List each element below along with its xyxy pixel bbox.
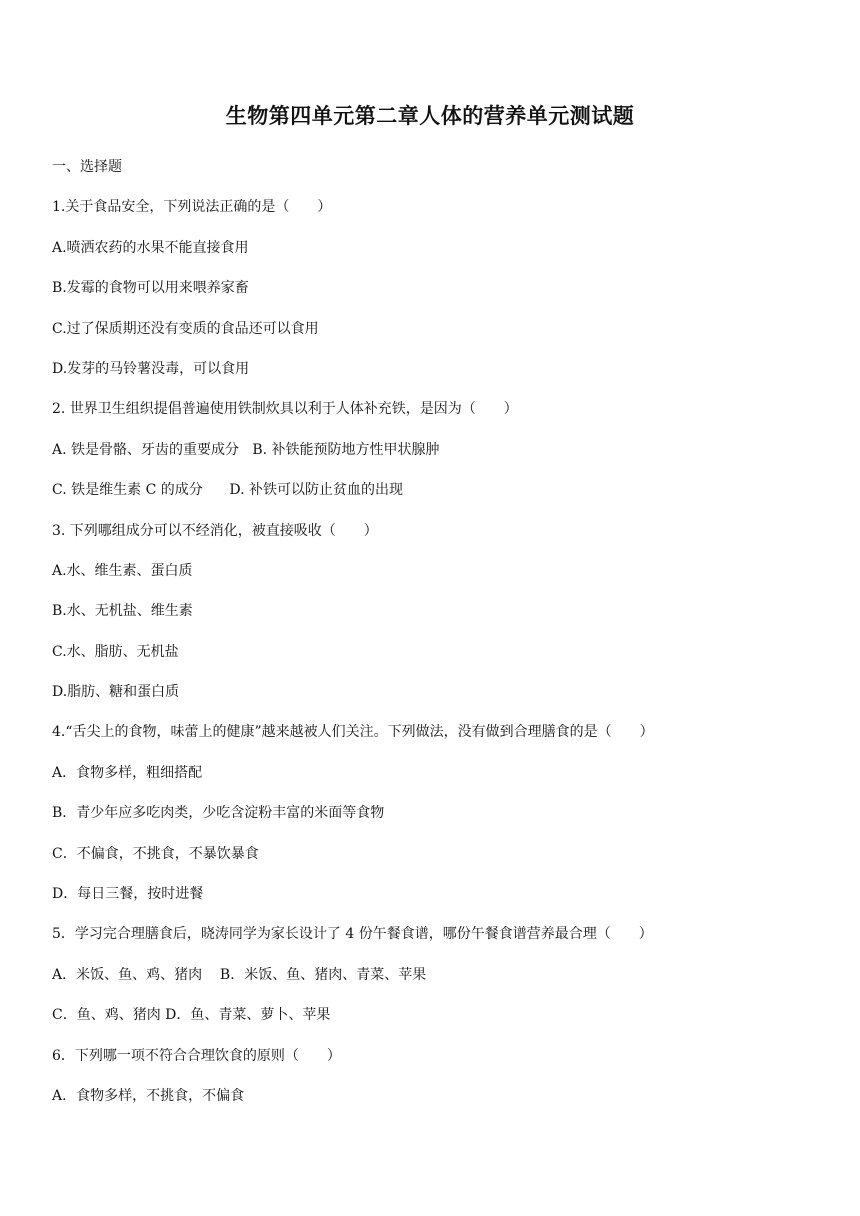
question-3-option-b: B.水、无机盐、维生素 [52,603,193,620]
question-3-option-a: A.水、维生素、蛋白质 [52,562,193,579]
question-2-stem: 2. 世界卫生组织提倡普遍使用铁制炊具以利于人体补充铁，是因为（ ） [52,401,518,418]
question-5-options-cd: C．鱼、鸡、猪肉 D．鱼、青菜、萝卜、苹果 [52,1007,331,1024]
question-1-option-a: A.喷洒农药的水果不能直接食用 [52,239,249,256]
question-3-stem: 3. 下列哪组成分可以不经消化，被直接吸收（ ） [52,522,378,539]
question-3-option-d: D.脂肪、糖和蛋白质 [52,684,180,701]
question-6-stem: 6．下列哪一项不符合合理饮食的原则（ ） [52,1047,341,1064]
question-1-option-c: C.过了保质期还没有变质的食品还可以食用 [52,320,319,337]
question-4-option-a: A．食物多样，粗细搭配 [52,764,203,781]
question-1-option-b: B.发霉的食物可以用来喂养家畜 [52,280,249,297]
question-1-option-d: D.发芽的马铃薯没毒，可以食用 [52,360,250,377]
question-2-options-cd: C. 铁是维生素 C 的成分 D. 补铁可以防止贫血的出现 [52,482,404,499]
question-4-option-b: B．青少年应多吃肉类，少吃含淀粉丰富的米面等食物 [52,805,385,822]
question-4-option-c: C．不偏食，不挑食，不暴饮暴食 [52,845,259,862]
question-2-options-ab: A. 铁是骨骼、牙齿的重要成分 B. 补铁能预防地方性甲状腺肿 [52,441,440,458]
question-6-option-a: A．食物多样，不挑食，不偏食 [52,1087,245,1104]
question-4-stem: 4.“舌尖上的食物，味蕾上的健康”越来越被人们关注。下列做法，没有做到合理膳食的是（ ） [52,724,654,741]
question-5-options-ab: A．米饭、鱼、鸡、猪肉 B．米饭、鱼、猪肉、青菜、苹果 [52,966,427,983]
question-5-stem: 5．学习完合理膳食后，晓涛同学为家长设计了 4 份午餐食谱，哪份午餐食谱营养最合理（ ） [52,926,653,943]
question-list [52,155,832,1124]
question-1-stem: 1.关于食品安全，下列说法正确的是（ ） [52,199,332,216]
question-4-option-d: D．每日三餐，按时进餐 [52,886,204,903]
section-heading: 一、选择题 [52,159,122,175]
question-3-option-c: C.水、脂肪、无机盐 [52,643,179,660]
document-title: 生物第四单元第二章人体的营养单元测试题 [225,104,635,128]
